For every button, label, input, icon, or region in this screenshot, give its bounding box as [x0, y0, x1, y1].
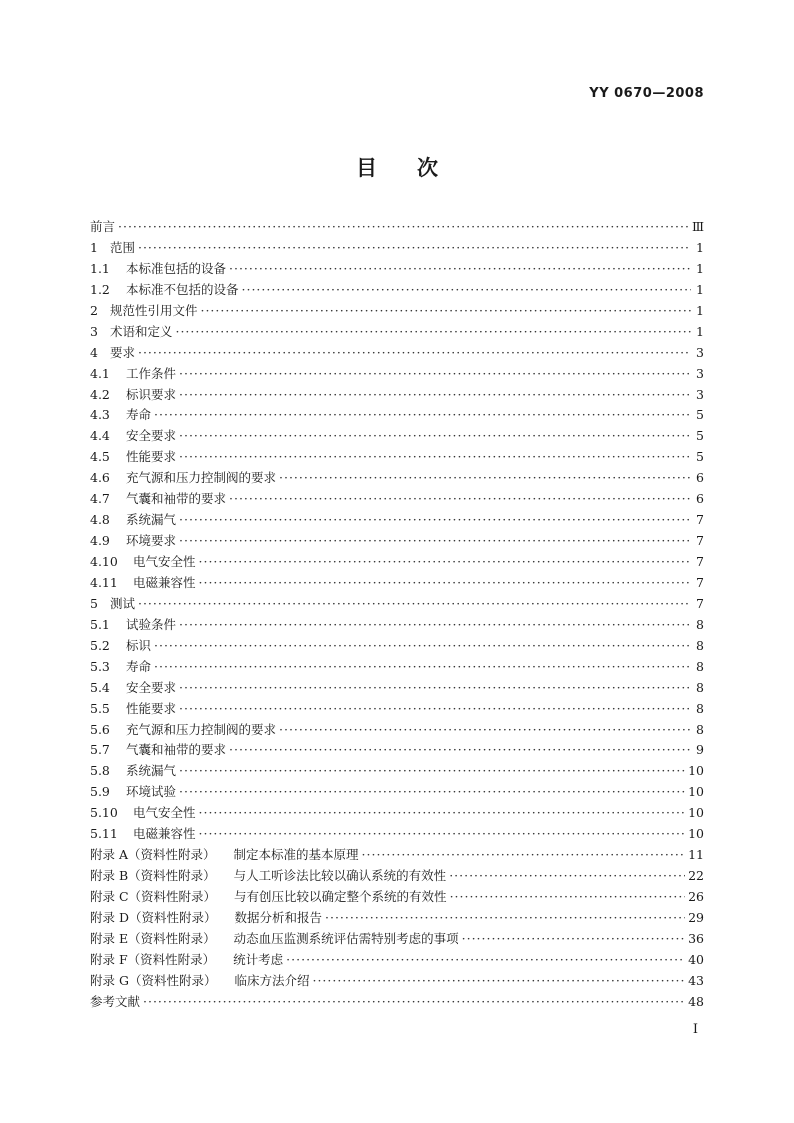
- table-of-contents: [90, 217, 704, 1013]
- dot-leader: [200, 303, 691, 318]
- toc-entry-title: 前言: [90, 219, 116, 234]
- toc-entry[interactable]: [90, 636, 704, 657]
- toc-entry-number: 附录 C（资料性附录）: [90, 889, 217, 904]
- toc-entry-number: 5.6: [90, 721, 110, 737]
- dot-leader: [279, 470, 691, 485]
- dot-leader: [179, 533, 691, 548]
- toc-entry-page: 3: [696, 386, 704, 402]
- toc-entry[interactable]: [90, 322, 704, 343]
- toc-entry[interactable]: [90, 908, 704, 929]
- toc-entry-title: 范围: [109, 239, 135, 255]
- toc-entry-page: 1: [696, 281, 704, 297]
- toc-entry-page: 8: [696, 721, 704, 737]
- toc-entry[interactable]: [90, 510, 704, 531]
- dot-leader: [138, 345, 691, 360]
- toc-entry-title: 电气安全性: [133, 805, 196, 821]
- toc-entry[interactable]: [90, 259, 704, 280]
- toc-entry-title: 充气源和压力控制阀的要求: [126, 470, 277, 486]
- dot-leader: [199, 805, 686, 820]
- dot-leader: [179, 701, 691, 716]
- toc-entry[interactable]: [90, 866, 704, 887]
- toc-entry-title: 术语和定义: [109, 323, 173, 339]
- toc-entry-number: 5.11: [90, 826, 118, 842]
- toc-entry-title: 临床方法介绍: [234, 972, 310, 988]
- dot-leader: [138, 240, 691, 255]
- dot-leader: [449, 868, 685, 883]
- toc-entry-number: 5.4: [90, 679, 110, 695]
- toc-entry[interactable]: [90, 992, 704, 1013]
- dot-leader: [179, 763, 685, 778]
- toc-entry-number: 附录 F（资料性附录）: [90, 951, 216, 967]
- dot-leader: [242, 282, 691, 297]
- toc-entry-page: 5: [696, 428, 704, 444]
- toc-entry-page: 7: [696, 595, 704, 611]
- toc-entry-title: 标识要求: [126, 386, 177, 402]
- toc-entry-page: 7: [696, 533, 704, 549]
- toc-entry[interactable]: [90, 343, 704, 364]
- toc-entry-number: 4.8: [90, 512, 110, 528]
- toc-entry[interactable]: [90, 761, 704, 782]
- dot-leader: [312, 973, 685, 988]
- toc-entry[interactable]: [90, 238, 704, 259]
- toc-entry[interactable]: [90, 657, 704, 678]
- dot-leader: [179, 512, 691, 527]
- toc-entry[interactable]: [90, 824, 704, 845]
- toc-entry-title: 测试: [109, 595, 135, 611]
- toc-entry[interactable]: [90, 573, 704, 594]
- standard-code: YY 0670—2008: [589, 86, 704, 101]
- toc-entry-number: 5.10: [90, 805, 118, 821]
- toc-entry-title: 本标准不包括的设备: [126, 281, 239, 297]
- page-number: I: [692, 1022, 698, 1037]
- toc-entry[interactable]: [90, 594, 704, 615]
- toc-entry-number: 5.1: [90, 616, 110, 632]
- toc-entry-number: 4.5: [90, 449, 110, 465]
- toc-entry[interactable]: [90, 929, 704, 950]
- toc-entry-page: 1: [696, 239, 704, 255]
- toc-entry-title: 制定本标准的基本原理: [233, 847, 359, 863]
- toc-entry-page: 29: [688, 909, 704, 925]
- toc-entry-title: 系统漏气: [126, 512, 177, 528]
- toc-entry-title: 寿命: [126, 658, 152, 674]
- toc-entry[interactable]: [90, 678, 704, 699]
- toc-entry-number: 5.2: [90, 637, 110, 653]
- toc-entry-page: 22: [688, 868, 704, 884]
- toc-entry-title: 电气安全性: [133, 554, 196, 569]
- toc-entry-page: 10: [688, 784, 704, 800]
- toc-entry-number: 5.5: [90, 700, 110, 716]
- toc-entry[interactable]: [90, 426, 704, 447]
- toc-entry-number: 4.11: [90, 574, 118, 590]
- toc-entry-number: 4.3: [90, 407, 110, 423]
- toc-entry-title: 安全要求: [126, 679, 177, 695]
- toc-entry[interactable]: [90, 405, 704, 426]
- toc-entry-number: 附录 D（资料性附录）: [90, 909, 217, 925]
- toc-entry-page: 10: [688, 805, 704, 821]
- toc-entry-title: 参考文献: [90, 993, 141, 1009]
- title-char-2: 次: [417, 156, 438, 180]
- dot-leader: [199, 826, 686, 841]
- toc-entry-page: 3: [696, 344, 704, 360]
- toc-entry-number: 4.7: [90, 491, 110, 507]
- dot-leader: [462, 931, 685, 946]
- dot-leader: [175, 324, 691, 339]
- toc-entry-number: 4: [90, 344, 98, 360]
- dot-leader: [450, 889, 686, 904]
- toc-entry-number: 4.1: [90, 365, 110, 381]
- dot-leader: [325, 910, 685, 925]
- toc-entry-number: 附录 B（资料性附录）: [90, 868, 216, 884]
- dot-leader: [179, 387, 691, 402]
- dot-leader: [179, 617, 691, 632]
- toc-entry-page: 5: [696, 407, 704, 423]
- toc-entry-page: 7: [696, 512, 704, 528]
- toc-entry-title: 数据分析和报告: [234, 909, 323, 925]
- toc-entry-title: 与有创压比较以确定整个系统的有效性: [234, 889, 447, 904]
- toc-entry-page: 8: [696, 616, 704, 632]
- toc-entry-page: 26: [688, 889, 704, 904]
- toc-entry-title: 寿命: [126, 407, 152, 423]
- toc-entry[interactable]: [90, 887, 704, 908]
- toc-entry-number: 1: [90, 239, 98, 255]
- toc-entry[interactable]: [90, 468, 704, 489]
- toc-entry-number: 5.9: [90, 784, 110, 800]
- toc-entry-title: 安全要求: [126, 428, 177, 444]
- toc-entry-number: 3: [90, 323, 98, 339]
- toc-entry-title: 与人工听诊法比较以确认系统的有效性: [233, 868, 447, 884]
- toc-entry-page: 1: [696, 260, 704, 276]
- page-title: [0, 152, 794, 182]
- toc-entry-page: 6: [696, 491, 704, 507]
- toc-entry[interactable]: [90, 950, 704, 971]
- toc-entry[interactable]: [90, 364, 704, 385]
- dot-leader: [154, 659, 691, 674]
- toc-entry-page: 8: [696, 700, 704, 716]
- toc-entry[interactable]: [90, 217, 704, 238]
- toc-entry[interactable]: [90, 531, 704, 552]
- toc-entry-title: 充气源和压力控制阀的要求: [126, 721, 277, 737]
- toc-entry-page: 1: [696, 323, 704, 339]
- dot-leader: [229, 742, 691, 757]
- toc-entry-page: 10: [688, 826, 704, 842]
- toc-entry-page: 8: [696, 637, 704, 653]
- toc-entry-page: 10: [688, 763, 704, 779]
- toc-entry-number: 附录 G（资料性附录）: [90, 972, 217, 988]
- toc-entry-title: 电磁兼容性: [133, 574, 196, 590]
- dot-leader: [118, 219, 689, 234]
- dot-leader: [179, 784, 685, 799]
- dot-leader: [279, 722, 691, 737]
- toc-entry-title: 动态血压监测系统评估需特别考虑的事项: [233, 930, 459, 946]
- toc-entry[interactable]: [90, 301, 704, 322]
- toc-entry-title: 本标准包括的设备: [126, 260, 227, 276]
- toc-entry[interactable]: [90, 803, 704, 824]
- toc-entry-title: 系统漏气: [126, 763, 177, 779]
- toc-entry-number: 4.9: [90, 533, 110, 549]
- dot-leader: [154, 638, 691, 653]
- toc-entry-title: 统计考虑: [233, 951, 284, 967]
- dot-leader: [179, 428, 691, 443]
- toc-entry-page: 9: [696, 742, 704, 758]
- toc-entry-page: 1: [696, 302, 704, 318]
- toc-entry[interactable]: [90, 845, 704, 866]
- dot-leader: [138, 596, 691, 611]
- toc-entry[interactable]: [90, 615, 704, 636]
- toc-entry-title: 工作条件: [126, 365, 177, 381]
- toc-entry-number: 4.6: [90, 470, 110, 486]
- toc-entry-number: 4.10: [90, 554, 118, 569]
- toc-entry-page: 48: [688, 993, 704, 1009]
- toc-entry-number: 1.1: [90, 260, 110, 276]
- toc-entry-title: 气囊和袖带的要求: [126, 491, 227, 507]
- toc-entry-title: 电磁兼容性: [133, 826, 196, 842]
- toc-entry-number: 1.2: [90, 281, 110, 297]
- toc-entry-page: 8: [696, 658, 704, 674]
- dot-leader: [154, 407, 691, 422]
- toc-entry-title: 试验条件: [126, 616, 177, 632]
- toc-entry-page: 3: [696, 365, 704, 381]
- toc-entry-page: 6: [696, 470, 704, 486]
- toc-entry[interactable]: [90, 489, 704, 510]
- dot-leader: [143, 994, 685, 1009]
- dot-leader: [199, 575, 691, 590]
- toc-entry-title: 环境试验: [126, 784, 177, 800]
- toc-entry-title: 要求: [109, 344, 135, 360]
- toc-entry-title: 规范性引用文件: [109, 302, 198, 318]
- toc-entry-page: 40: [688, 951, 704, 967]
- toc-entry-page: 5: [696, 449, 704, 465]
- dot-leader: [179, 449, 691, 464]
- toc-entry-number: 附录 A（资料性附录）: [90, 847, 216, 863]
- dot-leader: [286, 952, 685, 967]
- dot-leader: [179, 366, 691, 381]
- toc-entry-number: 5.8: [90, 763, 110, 779]
- toc-entry[interactable]: [90, 782, 704, 803]
- toc-entry[interactable]: [90, 280, 704, 301]
- toc-entry-page: 7: [696, 574, 704, 590]
- toc-entry-title: 标识: [126, 637, 152, 653]
- dot-leader: [179, 680, 691, 695]
- toc-entry-title: 性能要求: [126, 700, 177, 716]
- toc-entry[interactable]: [90, 447, 704, 468]
- toc-entry[interactable]: [90, 385, 704, 406]
- title-char-1: 目: [356, 156, 377, 180]
- toc-entry-number: 附录 E（资料性附录）: [90, 930, 216, 946]
- toc-entry[interactable]: [90, 971, 704, 992]
- toc-entry[interactable]: [90, 720, 704, 741]
- dot-leader: [362, 847, 686, 862]
- toc-entry-page: Ⅲ: [691, 219, 704, 234]
- toc-entry-page: 43: [688, 972, 704, 988]
- toc-entry-page: 7: [696, 554, 704, 569]
- toc-entry-page: 11: [688, 847, 704, 863]
- toc-entry-title: 气囊和袖带的要求: [126, 742, 227, 758]
- toc-entry-number: 5: [90, 595, 98, 611]
- toc-entry-number: 5.3: [90, 658, 110, 674]
- toc-entry-number: 2: [90, 302, 98, 318]
- toc-entry-title: 性能要求: [126, 449, 177, 465]
- dot-leader: [199, 554, 691, 569]
- toc-entry-number: 4.2: [90, 386, 110, 402]
- toc-entry[interactable]: [90, 552, 704, 573]
- toc-entry-page: 36: [688, 930, 704, 946]
- dot-leader: [229, 491, 691, 506]
- toc-entry[interactable]: [90, 699, 704, 720]
- toc-entry-page: 8: [696, 679, 704, 695]
- toc-entry[interactable]: [90, 740, 704, 761]
- dot-leader: [229, 261, 691, 276]
- toc-entry-number: 5.7: [90, 742, 110, 758]
- toc-entry-title: 环境要求: [126, 533, 177, 549]
- toc-entry-number: 4.4: [90, 428, 110, 444]
